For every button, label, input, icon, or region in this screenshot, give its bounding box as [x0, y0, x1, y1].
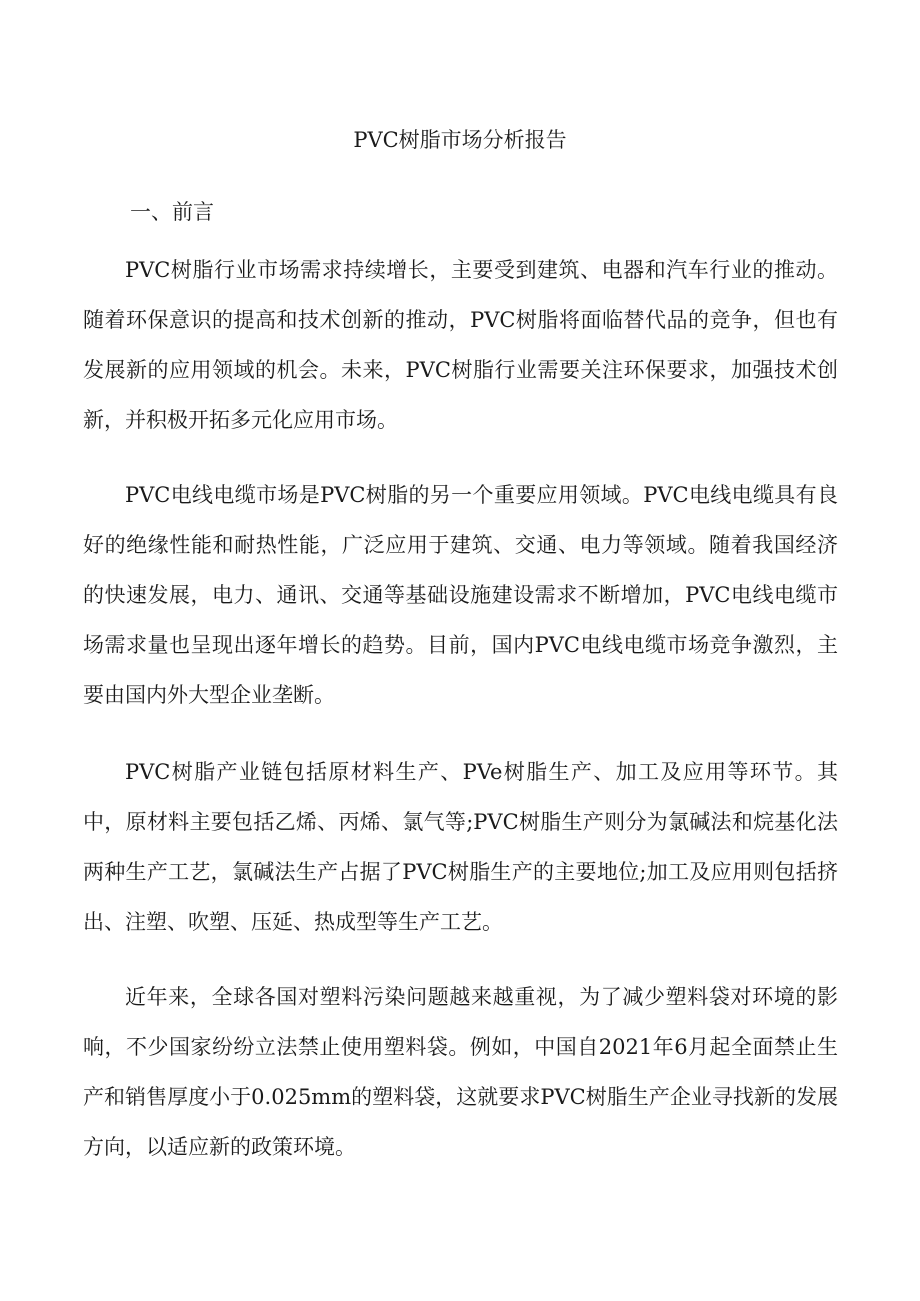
paragraph-industry-chain: PVC树脂产业链包括原材料生产、PVe树脂生产、加工及应用等环节。其中，原材料主要包括乙烯、丙烯、氯气等;PVC树脂生产则分为氯碱法和烷基化法两种生产工艺，氯碱法生产占据了PVC树脂生产的主要地位;加工及应用则包括挤出、注塑、吹塑、压延、热成型等生产工艺。 [83, 760, 838, 934]
paragraph-cable-market: PVC电线电缆市场是PVC树脂的另一个重要应用领域。PVC电线电缆具有良好的绝缘性能和耐热性能，广泛应用于建筑、交通、电力等领域。随着我国经济的快速发展，电力、通讯、交通等基础设施建设需求不断增加，PVC电线电缆市场需求量也呈现出逐年增长的趋势。目前，国内PVC电线电缆市场竞争激烈，主要由国内外大型企业垄断。 [83, 483, 838, 707]
paragraph-market-demand: PVC树脂行业市场需求持续增长，主要受到建筑、电器和汽车行业的推动。随着环保意识的提高和技术创新的推动，PVC树脂将面临替代品的竞争，但也有发展新的应用领域的机会。未来，PVC树脂行业需要关注环保要求，加强技术创新，并积极开拓多元化应用市场。 [83, 258, 838, 432]
document-title: PVC树脂市场分析报告 [353, 128, 567, 152]
paragraph-policy: 近年来，全球各国对塑料污染问题越来越重视，为了减少塑料袋对环境的影响，不少国家纷纷立法禁止使用塑料袋。例如，中国自2021年6月起全面禁止生产和销售厚度小于0.025mm的塑料袋，这就要求PVC树脂生产企业寻找新的发展方向，以适应新的政策环境。 [83, 985, 838, 1159]
section-heading-preface: 一、前言 [130, 200, 214, 224]
